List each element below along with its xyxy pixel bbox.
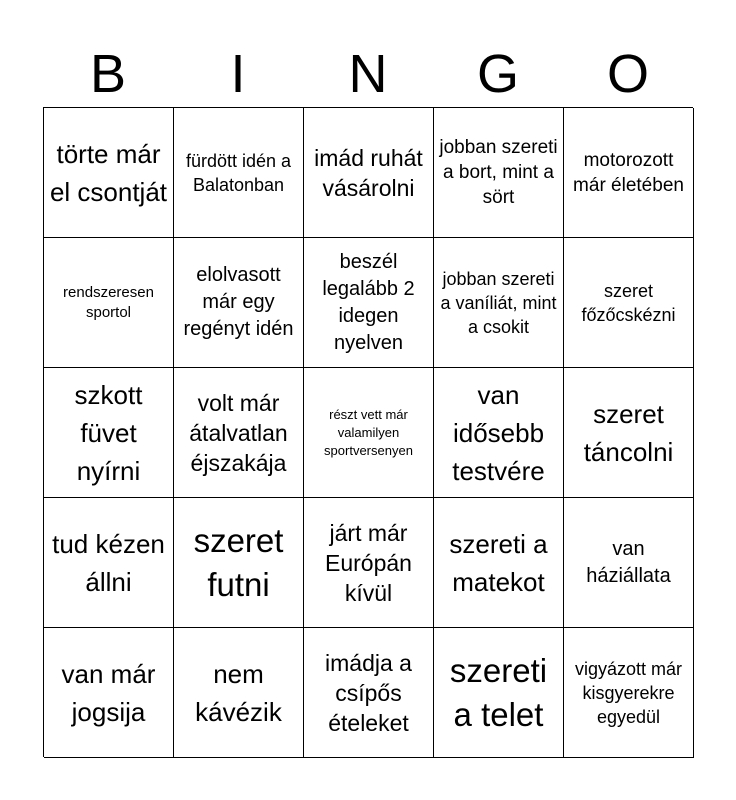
cell-text: szereti a matekot [449, 528, 548, 597]
bingo-cell[interactable] [174, 108, 304, 238]
cell-text: tud kézen állni [52, 528, 165, 597]
cell-text: szeret főzőcskézni [581, 280, 676, 325]
bingo-cell[interactable] [564, 498, 694, 628]
cell-text: rendszeresen sportol [63, 283, 154, 321]
cell-text: vigyázott már kisgyerekre egyedül [574, 658, 683, 727]
cell-text: elolvasott már egy regényt idén [183, 264, 294, 340]
cell-text: törte már el csontját [49, 138, 168, 207]
bingo-cell[interactable] [304, 498, 434, 628]
cell-text: szereti a telet [449, 651, 548, 733]
bingo-cell[interactable] [564, 108, 694, 238]
header-letter-n: N [348, 44, 388, 104]
cell-text: van idősebb testvére [452, 379, 545, 486]
header-letter-g: G [476, 44, 519, 104]
cell-text: volt már átalvatlan éjszakája [189, 389, 288, 476]
cell-text: motorozott már életében [573, 149, 684, 196]
cell-text: imád ruhát vásárolni [314, 144, 423, 201]
cell-text: beszél legalább 2 idegen nyelven [322, 250, 415, 354]
cell-text: szeret futni [193, 521, 284, 603]
bingo-cell[interactable] [44, 628, 174, 758]
bingo-cell[interactable] [304, 368, 434, 498]
cell-text: szeret táncolni [583, 398, 674, 467]
cell-text: imádja a csípős ételeket [325, 649, 412, 736]
bingo-cell[interactable] [304, 238, 434, 368]
cell-text: jobban szereti a bort, mint a sört [439, 137, 558, 208]
bingo-cell[interactable] [564, 628, 694, 758]
bingo-cell[interactable] [564, 238, 694, 368]
header-letter-i: I [230, 44, 246, 104]
cell-text: részt vett már valamilyen sportversenyen [324, 406, 413, 458]
bingo-cell[interactable] [564, 368, 694, 498]
bingo-cell[interactable] [434, 238, 564, 368]
bingo-cell[interactable] [174, 498, 304, 628]
bingo-cell[interactable] [174, 368, 304, 498]
bingo-cell[interactable] [304, 628, 434, 758]
bingo-cell[interactable] [304, 108, 434, 238]
cell-text: van háziállata [586, 537, 671, 587]
bingo-grid [43, 107, 693, 757]
bingo-cell[interactable] [44, 368, 174, 498]
bingo-cell[interactable] [434, 368, 564, 498]
bingo-cell[interactable] [44, 108, 174, 238]
header-letter-o: O [606, 44, 649, 104]
bingo-cell[interactable] [174, 238, 304, 368]
cell-text: járt már Európán kívül [325, 519, 412, 606]
bingo-cell[interactable] [434, 108, 564, 238]
cell-text: fürdött idén a Balatonban [185, 150, 292, 195]
bingo-header [43, 40, 693, 108]
bingo-cell[interactable] [44, 498, 174, 628]
bingo-cell[interactable] [174, 628, 304, 758]
cell-text: van már jogsija [61, 658, 156, 727]
bingo-cell[interactable] [434, 498, 564, 628]
bingo-cell[interactable] [44, 238, 174, 368]
bingo-cell[interactable] [434, 628, 564, 758]
cell-text: szkott füvet nyírni [74, 379, 143, 486]
cell-text: jobban szereti a vaníliát, mint a csokit [440, 268, 557, 337]
cell-text: nem kávézik [195, 658, 282, 727]
header-letter-b: B [89, 44, 127, 104]
